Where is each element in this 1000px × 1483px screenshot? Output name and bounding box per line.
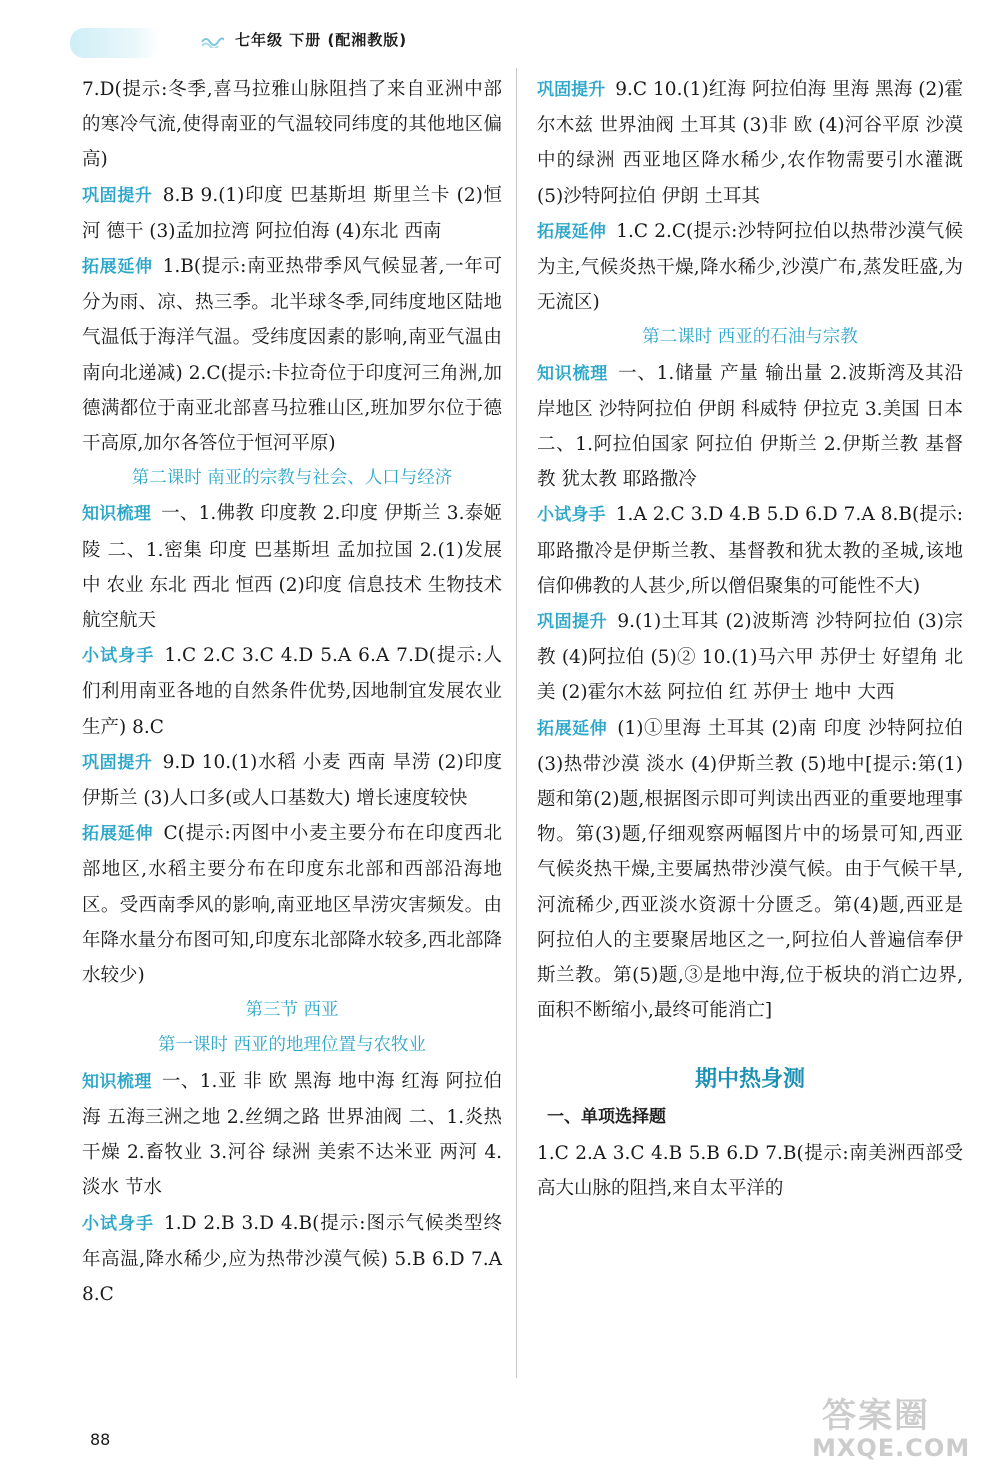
- answer-text: 9.C 10.(1)红海 阿拉伯海 里海 黑海 (2)霍尔木兹 世界油阀 土耳其 (3)非 欧 (4)河谷平原 沙漠中的绿洲 西亚地区降水稀少,农作物需要引水灌溉 (5)沙特阿拉伯 伊朗 土耳其: [537, 79, 963, 207]
- section-tag: 小试身手: [82, 646, 155, 667]
- section-tag: 知识梳理: [82, 1071, 152, 1092]
- answer-paragraph: [82, 816, 502, 993]
- answer-paragraph: [537, 497, 963, 604]
- header-title: 七年级 下册 (配湘教版): [235, 31, 408, 49]
- section-tag: 拓展延伸: [82, 257, 153, 278]
- watermark-logo: 答案圈: [822, 1396, 930, 1436]
- answer-text: 9.D 10.(1)水稻 小麦 西南 旱涝 (2)印度 伊斯兰 (3)人口多(或人口基数大) 增长速度较快: [82, 751, 502, 810]
- lesson-title: 第二课时 南亚的宗教与社会、人口与经济: [131, 468, 453, 489]
- answer-paragraph: [82, 496, 502, 638]
- lesson-title: 第一课时 西亚的地理位置与农牧业: [157, 1035, 427, 1056]
- lesson-title: 第三节 西亚: [245, 1000, 339, 1021]
- answer-text: 一、1.亚 非 欧 黑海 地中海 红海 阿拉伯海 五海三洲之地 2.丝绸之路 世界油阀 二、1.炎热干燥 2.畜牧业 3.河谷 绿洲 美索不达米亚 两河 4.淡水 节水: [82, 1070, 503, 1199]
- answer-paragraph: [82, 249, 502, 461]
- answer-text: 1.D 2.B 3.D 4.B(提示:图示气候类型终年高温,降水稀少,应为热带沙漠气候) 5.B 6.D 7.A 8.C: [82, 1212, 503, 1305]
- header-decoration: [70, 28, 160, 58]
- right-column: [537, 72, 963, 1206]
- answer-paragraph: [82, 178, 502, 249]
- wave-icon: [200, 32, 224, 48]
- section-tag: 巩固提升: [537, 612, 608, 633]
- page-header: [70, 20, 490, 60]
- answer-paragraph: [82, 1064, 502, 1206]
- answer-paragraph: [537, 214, 963, 321]
- section-tag: 知识梳理: [537, 363, 609, 384]
- answer-text: 9.(1)土耳其 (2)波斯湾 沙特阿拉伯 (3)宗教 (4)阿拉伯 (5)② 10.(1)马六甲 苏伊士 好望角 北美 (2)霍尔木兹 阿拉伯 红 苏伊士 地中 大西: [537, 611, 963, 704]
- answer-paragraph: [82, 1206, 502, 1313]
- section-tag: 拓展延伸: [537, 718, 608, 739]
- answer-text: 1.C 2.A 3.C 4.B 5.B 6.D 7.B(提示:南美洲西部受高大山脉的阻挡,来自太平洋的: [537, 1142, 963, 1199]
- answer-paragraph: [82, 72, 502, 178]
- answer-paragraph: [537, 72, 963, 214]
- answer-text: 8.B 9.(1)印度 巴基斯坦 斯里兰卡 (2)恒河 德干 (3)孟加拉湾 阿拉伯海 (4)东北 西南: [82, 184, 502, 242]
- answer-text: 1.A 2.C 3.D 4.B 5.D 6.D 7.A 8.B(提示:耶路撒冷是伊斯兰教、基督教和犹太教的圣城,该地信仰佛教的人甚少,所以僧侣聚集的可能性不大): [537, 504, 963, 597]
- answer-text: 7.D(提示:冬季,喜马拉雅山脉阻挡了来自亚洲中部的寒冷气流,使得南亚的气温较同纬度的其他地区偏高): [82, 79, 502, 171]
- section-tag: 知识梳理: [82, 504, 152, 525]
- answer-text: 一、1.储量 产量 输出量 2.波斯湾及其沿岸地区 沙特阿拉伯 伊朗 科威特 伊拉克 3.美国 日本 二、1.阿拉伯国家 阿拉伯 伊斯兰 2.伊斯兰教 基督教 犹太教 耶路撒冷: [537, 362, 964, 491]
- lesson-title: 第二课时 西亚的石油与宗教: [642, 327, 858, 348]
- answer-paragraph: [82, 638, 502, 745]
- test-title: 期中热身测: [694, 1067, 805, 1093]
- left-column: [82, 72, 502, 1312]
- answer-paragraph: [537, 1136, 963, 1206]
- answer-text: 1.C 2.C 3.C 4.D 5.A 6.A 7.D(提示:人们利用南亚各地的自然条件优势,因地制宜发展农业生产) 8.C: [82, 645, 502, 738]
- answer-paragraph: [82, 745, 502, 816]
- section-tag: 巩固提升: [537, 80, 606, 100]
- watermark: [812, 1388, 972, 1468]
- answer-paragraph: [537, 604, 963, 711]
- section-tag: 小试身手: [537, 505, 606, 526]
- section-tag: 拓展延伸: [537, 221, 607, 242]
- question-type-heading: 一、单项选择题: [547, 1107, 666, 1128]
- section-tag: 巩固提升: [82, 752, 153, 773]
- section-tag: 拓展延伸: [82, 824, 154, 845]
- answer-text: 一、1.佛教 印度教 2.印度 伊斯兰 3.泰姬陵 二、1.密集 印度 巴基斯坦 孟加拉国 2.(1)发展中 农业 东北 西北 恒西 (2)印度 信息技术 生物技术 航空航天: [82, 503, 502, 632]
- section-tag: 巩固提升: [82, 185, 153, 206]
- answer-text: (1)①里海 土耳其 (2)南 印度 沙特阿拉伯 (3)热带沙漠 淡水 (4)伊斯兰教 (5)地中[提示:第(1)题和第(2)题,根据图示即可判读出西亚的重要地理事物。第(3)题,仔细观察两幅图片中的场景可知,西亚气候炎热干燥,主要属热带沙漠气候。由于气候干旱,河流稀少,西亚淡水资源十分匮乏。第(4)题,西亚是阿拉伯人的主要聚居地区之一,阿拉伯人普遍信奉伊斯兰教。第(5)题,③是地中海,位于板块的消亡边界,面积不断缩小,最终可能消亡]: [537, 717, 964, 1022]
- page-number: 88: [90, 1430, 111, 1449]
- section-tag: 小试身手: [82, 1213, 154, 1234]
- watermark-url: MXQE.COM: [812, 1434, 971, 1462]
- answer-paragraph: [537, 356, 963, 498]
- column-divider: [516, 68, 517, 1378]
- answer-text: 1.C 2.C(提示:沙特阿拉伯以热带沙漠气候为主,气候炎热干燥,降水稀少,沙漠广布,蒸发旺盛,为无流区): [537, 220, 964, 314]
- answer-paragraph: [537, 711, 963, 1029]
- answer-text: C(提示:丙图中小麦主要分布在印度西北部地区,水稻主要分布在印度东北部和西部沿海地区。受西南季风的影响,南亚地区旱涝灾害频发。由年降水量分布图可知,印度东北部降水较多,西北部降水较少): [82, 823, 503, 987]
- answer-text: 1.B(提示:南亚热带季风气候显著,一年可分为雨、凉、热三季。北半球冬季,同纬度地区陆地气温低于海洋气温。受纬度因素的影响,南亚气温由南向北递减) 2.C(提示:卡拉奇位于印度河三角洲,加德满都位于南亚北部喜马拉雅山区,班加罗尔位于德干高原,加尔各答位于恒河平原): [82, 256, 502, 455]
